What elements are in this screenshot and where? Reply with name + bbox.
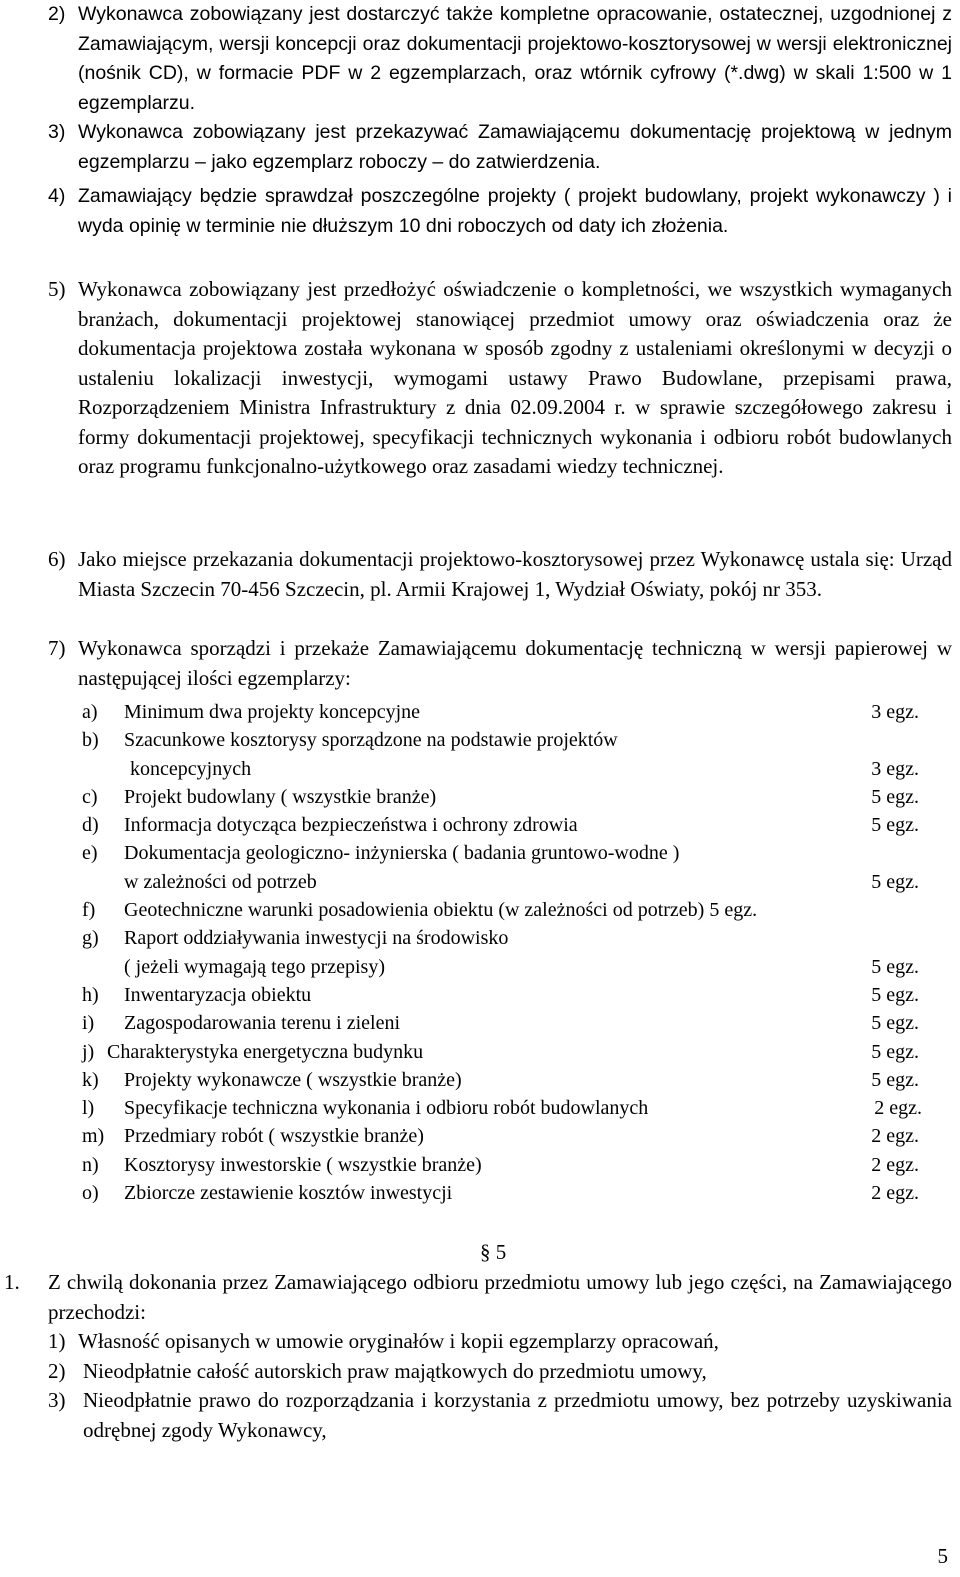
item-letter: b) bbox=[82, 729, 99, 752]
item-letter: a) bbox=[82, 701, 98, 723]
item-number: 3) bbox=[48, 1388, 66, 1412]
item-label: Zbiorcze zestawienie kosztów inwestycji bbox=[124, 1182, 453, 1205]
list-item bbox=[0, 896, 960, 924]
item-label: Projekty wykonawcze ( wszystkie branże) bbox=[124, 1068, 462, 1091]
clause-text: Wykonawca zobowiązany jest przekazywać Zamawiającemu dokumentację projektową w jednym egzemplarzu – jako egzemplarz roboczy – do zatwierdzenia. bbox=[78, 121, 952, 173]
item-quantity: 5 egz. bbox=[871, 1068, 919, 1091]
list-item bbox=[0, 1038, 960, 1066]
clause-text: Wykonawca zobowiązany jest dostarczyć także kompletne opracowanie, ostatecznej, uzgodnionej z Zamawiającym, wersji koncepcji oraz dokumentacji projektowo-kosztorysowej w wersji elektronicznej (nośnik CD), w formacie PDF w 2 egzemplarzach, oraz wtórnik cyfrowy (*.dwg) w skali 1:500 w 1 egzemplarzu. bbox=[78, 3, 952, 114]
list-item bbox=[0, 1094, 960, 1122]
clause-4 bbox=[48, 182, 952, 241]
clause-text: Jako miejsce przekazania dokumentacji projektowo-kosztorysowej przez Wykonawcę ustala się: Urząd Miasta Szczecin 70-456 Szczecin, pl. Armii Krajowej 1, Wydział Oświaty, pokój nr 353. bbox=[78, 547, 952, 601]
item-letter: m) bbox=[82, 1125, 105, 1148]
item-quantity: 2 egz. bbox=[874, 1097, 922, 1120]
list-item bbox=[0, 811, 960, 839]
paragraph-number: 1. bbox=[4, 1270, 20, 1294]
item-letter: e) bbox=[82, 842, 98, 865]
list-item bbox=[48, 1386, 952, 1445]
item-number: 1) bbox=[48, 1329, 66, 1353]
clause-number: 2) bbox=[48, 3, 66, 25]
item-letter: j) bbox=[82, 1040, 95, 1063]
clause-3 bbox=[48, 118, 952, 177]
list-item-continuation bbox=[0, 953, 960, 981]
item-label: Szacunkowe kosztorysy sporządzone na podstawie projektów bbox=[124, 729, 618, 752]
item-quantity: 5 egz. bbox=[871, 983, 919, 1006]
list-item bbox=[48, 1357, 952, 1387]
clause-text: Wykonawca sporządzi i przekaże Zamawiającemu dokumentację techniczną w wersji papierowej w następującej ilości egzemplarzy: bbox=[78, 636, 952, 690]
list-item bbox=[0, 1151, 960, 1179]
list-item bbox=[48, 1327, 952, 1357]
list-item-continuation bbox=[0, 755, 960, 783]
item-quantity: 2 egz. bbox=[871, 1125, 919, 1148]
list-item bbox=[0, 783, 960, 811]
item-letter: i) bbox=[82, 1012, 95, 1035]
clause-2 bbox=[48, 0, 952, 118]
item-letter: g) bbox=[82, 927, 99, 950]
item-label: Projekt budowlany ( wszystkie branże) bbox=[124, 785, 437, 808]
clause-number: 5) bbox=[48, 277, 66, 301]
item-letter: f) bbox=[82, 899, 96, 922]
clause-5 bbox=[48, 275, 952, 482]
item-label: Charakterystyka energetyczna budynku bbox=[107, 1040, 424, 1063]
item-quantity: 5 egz. bbox=[871, 1040, 919, 1063]
item-letter: h) bbox=[82, 983, 99, 1006]
item-quantity: 5 egz. bbox=[871, 785, 919, 808]
item-quantity: 2 egz. bbox=[871, 1182, 919, 1205]
item-label: Raport oddziaływania inwestycji na środowisko bbox=[124, 927, 509, 950]
paragraph-text: Z chwilą dokonania przez Zamawiającego odbioru przedmiotu umowy lub jego części, na Zamawiającego przechodzi: bbox=[48, 1270, 952, 1324]
item-label: Minimum dwa projekty koncepcyjne bbox=[124, 701, 421, 723]
item-label: Dokumentacja geologiczno- inżynierska ( badania gruntowo-wodne ) bbox=[124, 842, 680, 865]
copies-list bbox=[0, 698, 960, 1207]
item-label: ( jeżeli wymagają tego przepisy) bbox=[124, 955, 385, 978]
item-letter: l) bbox=[82, 1097, 95, 1120]
section-heading: § 5 bbox=[480, 1240, 507, 1264]
item-quantity: 5 egz. bbox=[871, 955, 919, 978]
item-quantity: 2 egz. bbox=[871, 1153, 919, 1176]
clause-number: 6) bbox=[48, 547, 66, 571]
page-number: 5 bbox=[937, 1544, 948, 1568]
item-letter: c) bbox=[82, 785, 98, 808]
item-label: Inwentaryzacja obiektu bbox=[124, 983, 312, 1006]
list-item-continuation bbox=[0, 868, 960, 896]
item-quantity: 3 egz. bbox=[871, 701, 919, 723]
item-letter: n) bbox=[82, 1153, 99, 1176]
clause-number: 7) bbox=[48, 636, 66, 660]
item-quantity: 5 egz. bbox=[871, 814, 919, 837]
item-label: Geotechniczne warunki posadowienia obiektu (w zależności od potrzeb) 5 egz. bbox=[124, 899, 758, 922]
item-text: Nieodpłatnie prawo do rozporządzania i korzystania z przedmiotu umowy, bez potrzeby uzyskiwania odrębnej zgody Wykonawcy, bbox=[83, 1388, 952, 1442]
clause-text: Wykonawca zobowiązany jest przedłożyć oświadczenie o kompletności, we wszystkich wymaganych branżach, dokumentacji projektowej stanowiącej przedmiot umowy oraz oświadczenia oraz że dokumentacja projektowa została wykonana w sposób zgodny z ustaleniami określonymi w decyzji o ustaleniu lokalizacji inwestycji, wymogami ustawy Prawo Budowlane, przepisami prawa, Rozporządzeniem Ministra Infrastruktury z dnia 02.09.2004 r. w sprawie szczegółowego zakresu i formy dokumentacji projektowej, specyfikacji technicznych wykonania i odbioru robót budowlanych oraz programu funkcjonalno-użytkowego oraz zasadami wiedzy technicznej. bbox=[78, 277, 952, 478]
list-item bbox=[0, 1179, 960, 1207]
item-quantity: 3 egz. bbox=[871, 757, 919, 780]
clause-number: 4) bbox=[48, 185, 66, 207]
item-label: Specyfikacje techniczna wykonania i odbioru robót budowlanych bbox=[124, 1097, 649, 1120]
item-letter: o) bbox=[82, 1182, 99, 1205]
item-label: Przedmiary robót ( wszystkie branże) bbox=[124, 1125, 424, 1148]
list-item bbox=[0, 1066, 960, 1094]
list-item bbox=[0, 1122, 960, 1150]
list-item bbox=[0, 981, 960, 1009]
clause-text: Zamawiający będzie sprawdzał poszczególne projekty ( projekt budowlany, projekt wykonawczy ) i wyda opinię w terminie nie dłuższym 10 dni roboczych od daty ich złożenia. bbox=[78, 185, 952, 237]
item-number: 2) bbox=[48, 1358, 66, 1383]
item-letter: d) bbox=[82, 814, 99, 837]
item-text: Nieodpłatnie całość autorskich praw majątkowych do przedmiotu umowy, bbox=[83, 1358, 707, 1383]
item-label: Informacja dotycząca bezpieczeństwa i ochrony zdrowia bbox=[124, 814, 578, 837]
clause-6 bbox=[48, 545, 952, 604]
item-label: Kosztorysy inwestorskie ( wszystkie branże) bbox=[124, 1153, 482, 1176]
item-letter: k) bbox=[82, 1068, 99, 1091]
item-quantity: 5 egz. bbox=[871, 1012, 919, 1035]
item-text: Własność opisanych w umowie oryginałów i kopii egzemplarzy opracowań, bbox=[78, 1329, 719, 1353]
section-paragraph-1 bbox=[0, 1268, 952, 1327]
list-item bbox=[0, 726, 960, 754]
item-label: w zależności od potrzeb bbox=[124, 870, 317, 893]
list-item bbox=[0, 698, 960, 726]
list-item bbox=[0, 1009, 960, 1037]
item-label: koncepcyjnych bbox=[130, 757, 252, 780]
list-item bbox=[0, 924, 960, 952]
list-item bbox=[0, 839, 960, 867]
clause-7 bbox=[48, 634, 952, 693]
clause-number: 3) bbox=[48, 121, 66, 143]
item-quantity: 5 egz. bbox=[871, 870, 919, 893]
item-label: Zagospodarowania terenu i zieleni bbox=[124, 1012, 400, 1035]
